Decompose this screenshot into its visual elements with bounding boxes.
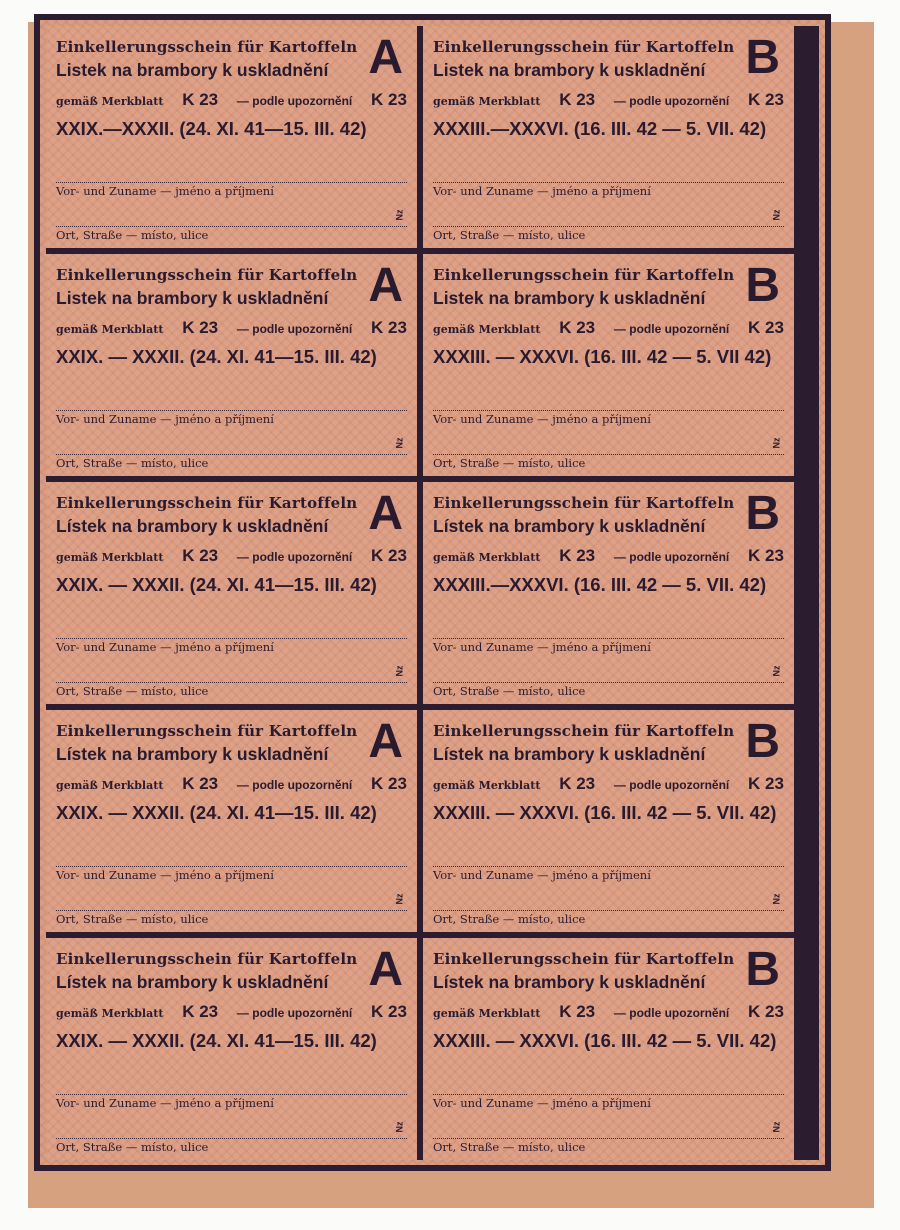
coupon-title-czech: Lístek na brambory k uskladnění [433, 972, 706, 992]
reference-code: K 23 [371, 318, 407, 337]
name-label: Vor- und Zuname — jméno a příjmení [433, 868, 651, 882]
coupon-title-czech: Listek na brambory k uskladnění [56, 288, 329, 308]
coupon-period: XXXIII.—XXXVI. (16. III. 42 — 5. VII. 42) [433, 574, 767, 595]
name-label: Vor- und Zuname — jméno a příjmení [433, 1096, 651, 1110]
coupon-period: XXXIII. — XXXVI. (16. III. 42 — 5. VII. 42) [433, 1030, 777, 1051]
name-line [433, 866, 784, 867]
print-mark: Nz [394, 1121, 405, 1133]
coupon-letter: B [745, 715, 780, 768]
address-line [433, 454, 784, 455]
reference-german: gemäß Merkblatt [433, 323, 541, 336]
name-label: Vor- und Zuname — jméno a příjmení [433, 640, 651, 654]
coupon [423, 482, 794, 704]
reference-code: K 23 [748, 1002, 784, 1021]
address-label: Ort, Straße — místo, ulice [56, 684, 209, 698]
reference-german: gemäß Merkblatt [56, 1007, 164, 1020]
coupon-letter: A [368, 31, 403, 84]
reference-code: K 23 [182, 318, 219, 337]
name-label: Vor- und Zuname — jméno a příjmení [56, 184, 274, 198]
reference-code: K 23 [371, 1002, 407, 1021]
reference-german: gemäß Merkblatt [433, 551, 541, 564]
address-label: Ort, Straße — místo, ulice [433, 228, 586, 242]
name-line [433, 1094, 784, 1095]
name-line [56, 866, 407, 867]
coupon-letter: B [745, 943, 780, 996]
reference-czech: — podle upozornění [613, 1006, 730, 1020]
reference-czech: — podle upozornění [236, 1006, 353, 1020]
coupon-title-czech: Listek na brambory k uskladnění [433, 60, 706, 80]
coupon [423, 26, 794, 248]
coupon-title-german: Einkellerungsschein für Kartoffeln [433, 950, 735, 968]
reference-czech: — podle upozornění [236, 550, 353, 564]
coupon-reference [433, 546, 784, 566]
coupon-title-german: Einkellerungsschein für Kartoffeln [56, 266, 358, 284]
reference-czech: — podle upozornění [236, 778, 353, 792]
address-label: Ort, Straße — místo, ulice [433, 684, 586, 698]
reference-code: K 23 [559, 90, 596, 109]
name-line [56, 1094, 407, 1095]
coupon-reference [56, 1002, 407, 1022]
coupon-letter: B [745, 487, 780, 540]
coupon-period: XXXIII.—XXXVI. (16. III. 42 — 5. VII. 42) [433, 118, 767, 139]
address-line [56, 682, 407, 683]
reference-code: K 23 [182, 1002, 219, 1021]
coupon-title-czech: Lístek na brambory k uskladnění [56, 744, 329, 764]
address-line [56, 910, 407, 911]
coupon-title-czech: Listek na brambory k uskladnění [56, 60, 329, 80]
reference-code: K 23 [748, 546, 784, 565]
address-label: Ort, Straße — místo, ulice [433, 1140, 586, 1154]
coupon-title-german: Einkellerungsschein für Kartoffeln [56, 494, 358, 512]
coupon-reference [56, 318, 407, 338]
reference-german: gemäß Merkblatt [56, 323, 164, 336]
address-line [56, 454, 407, 455]
coupon-title-german: Einkellerungsschein für Kartoffeln [433, 266, 735, 284]
coupon-letter: B [745, 31, 780, 84]
address-label: Ort, Straße — místo, ulice [433, 456, 586, 470]
print-mark: Nz [771, 1121, 782, 1133]
reference-german: gemäß Merkblatt [433, 1007, 541, 1020]
name-label: Vor- und Zuname — jméno a příjmení [56, 412, 274, 426]
name-line [433, 638, 784, 639]
print-mark: Nz [394, 893, 405, 905]
name-label: Vor- und Zuname — jméno a příjmení [56, 640, 274, 654]
address-label: Ort, Straße — místo, ulice [433, 912, 586, 926]
coupon-period: XXIX. — XXXII. (24. XI. 41—15. III. 42) [56, 574, 377, 595]
coupon-period: XXIX. — XXXII. (24. XI. 41—15. III. 42) [56, 802, 377, 823]
print-mark: Nz [394, 437, 405, 449]
coupon-title-czech: Lístek na brambory k uskladnění [433, 744, 706, 764]
reference-code: K 23 [182, 774, 219, 793]
print-mark: Nz [771, 209, 782, 221]
name-line [433, 182, 784, 183]
reference-code: K 23 [559, 546, 596, 565]
coupon [46, 26, 417, 248]
coupon-reference [433, 318, 784, 338]
name-label: Vor- und Zuname — jméno a příjmení [56, 868, 274, 882]
address-label: Ort, Straße — místo, ulice [56, 456, 209, 470]
print-mark: Nz [771, 437, 782, 449]
coupon-title-czech: Lístek na brambory k uskladnění [56, 516, 329, 536]
reference-code: K 23 [182, 90, 219, 109]
reference-code: K 23 [748, 774, 784, 793]
reference-code: K 23 [559, 318, 596, 337]
reference-german: gemäß Merkblatt [56, 95, 164, 108]
coupon-reference [433, 774, 784, 794]
coupon-reference [433, 1002, 784, 1022]
coupon [423, 254, 794, 476]
reference-code: K 23 [559, 774, 596, 793]
coupon-title-czech: Lístek na brambory k uskladnění [433, 516, 706, 536]
reference-czech: — podle upozornění [613, 550, 730, 564]
coupon-reference [433, 90, 784, 110]
reference-code: K 23 [371, 546, 407, 565]
coupon-letter: A [368, 259, 403, 312]
reference-code: K 23 [748, 318, 784, 337]
coupon-title-czech: Listek na brambory k uskladnění [433, 288, 706, 308]
coupon [46, 254, 417, 476]
coupon-title-german: Einkellerungsschein für Kartoffeln [433, 38, 735, 56]
reference-code: K 23 [748, 90, 784, 109]
coupon [46, 482, 417, 704]
reference-german: gemäß Merkblatt [433, 95, 541, 108]
coupon-period: XXXIII. — XXXVI. (16. III. 42 — 5. VII 42) [433, 346, 772, 367]
address-label: Ort, Straße — místo, ulice [56, 912, 209, 926]
coupon-letter: A [368, 943, 403, 996]
name-label: Vor- und Zuname — jméno a příjmení [433, 412, 651, 426]
reference-czech: — podle upozornění [613, 778, 730, 792]
reference-czech: — podle upozornění [236, 322, 353, 336]
reference-code: K 23 [371, 90, 407, 109]
coupon-title-german: Einkellerungsschein für Kartoffeln [56, 950, 358, 968]
reference-german: gemäß Merkblatt [56, 551, 164, 564]
coupon-period: XXXIII. — XXXVI. (16. III. 42 — 5. VII. 42) [433, 802, 777, 823]
name-line [56, 410, 407, 411]
coupon-title-german: Einkellerungsschein für Kartoffeln [56, 38, 358, 56]
address-line [433, 910, 784, 911]
print-mark: Nz [771, 665, 782, 677]
reference-czech: — podle upozornění [236, 94, 353, 108]
coupon-title-german: Einkellerungsschein für Kartoffeln [56, 722, 358, 740]
address-line [56, 1138, 407, 1139]
coupon [46, 710, 417, 932]
print-mark: Nz [394, 209, 405, 221]
reference-code: K 23 [182, 546, 219, 565]
coupon-reference [56, 90, 407, 110]
coupon [423, 710, 794, 932]
coupon-title-german: Einkellerungsschein für Kartoffeln [433, 494, 735, 512]
print-mark: Nz [394, 665, 405, 677]
coupon-grid [46, 26, 819, 1160]
name-label: Vor- und Zuname — jméno a příjmení [433, 184, 651, 198]
coupon-period: XXIX. — XXXII. (24. XI. 41—15. III. 42) [56, 1030, 377, 1051]
coupon [423, 938, 794, 1160]
name-line [56, 638, 407, 639]
name-line [56, 182, 407, 183]
address-line [56, 226, 407, 227]
coupon-title-german: Einkellerungsschein für Kartoffeln [433, 722, 735, 740]
coupon-letter: A [368, 487, 403, 540]
print-mark: Nz [771, 893, 782, 905]
address-line [433, 682, 784, 683]
coupon-letter: A [368, 715, 403, 768]
reference-german: gemäß Merkblatt [433, 779, 541, 792]
address-line [433, 226, 784, 227]
coupon-period: XXIX. — XXXII. (24. XI. 41—15. III. 42) [56, 346, 377, 367]
address-label: Ort, Straße — místo, ulice [56, 228, 209, 242]
coupon-title-czech: Lístek na brambory k uskladnění [56, 972, 329, 992]
coupon-letter: B [745, 259, 780, 312]
address-label: Ort, Straße — místo, ulice [56, 1140, 209, 1154]
reference-code: K 23 [559, 1002, 596, 1021]
coupon-reference [56, 546, 407, 566]
address-line [433, 1138, 784, 1139]
reference-german: gemäß Merkblatt [56, 779, 164, 792]
coupon [46, 938, 417, 1160]
name-label: Vor- und Zuname — jméno a příjmení [56, 1096, 274, 1110]
reference-code: K 23 [371, 774, 407, 793]
name-line [433, 410, 784, 411]
reference-czech: — podle upozornění [613, 322, 730, 336]
coupon-reference [56, 774, 407, 794]
reference-czech: — podle upozornění [613, 94, 730, 108]
coupon-period: XXIX.—XXXII. (24. XI. 41—15. III. 42) [56, 118, 367, 139]
